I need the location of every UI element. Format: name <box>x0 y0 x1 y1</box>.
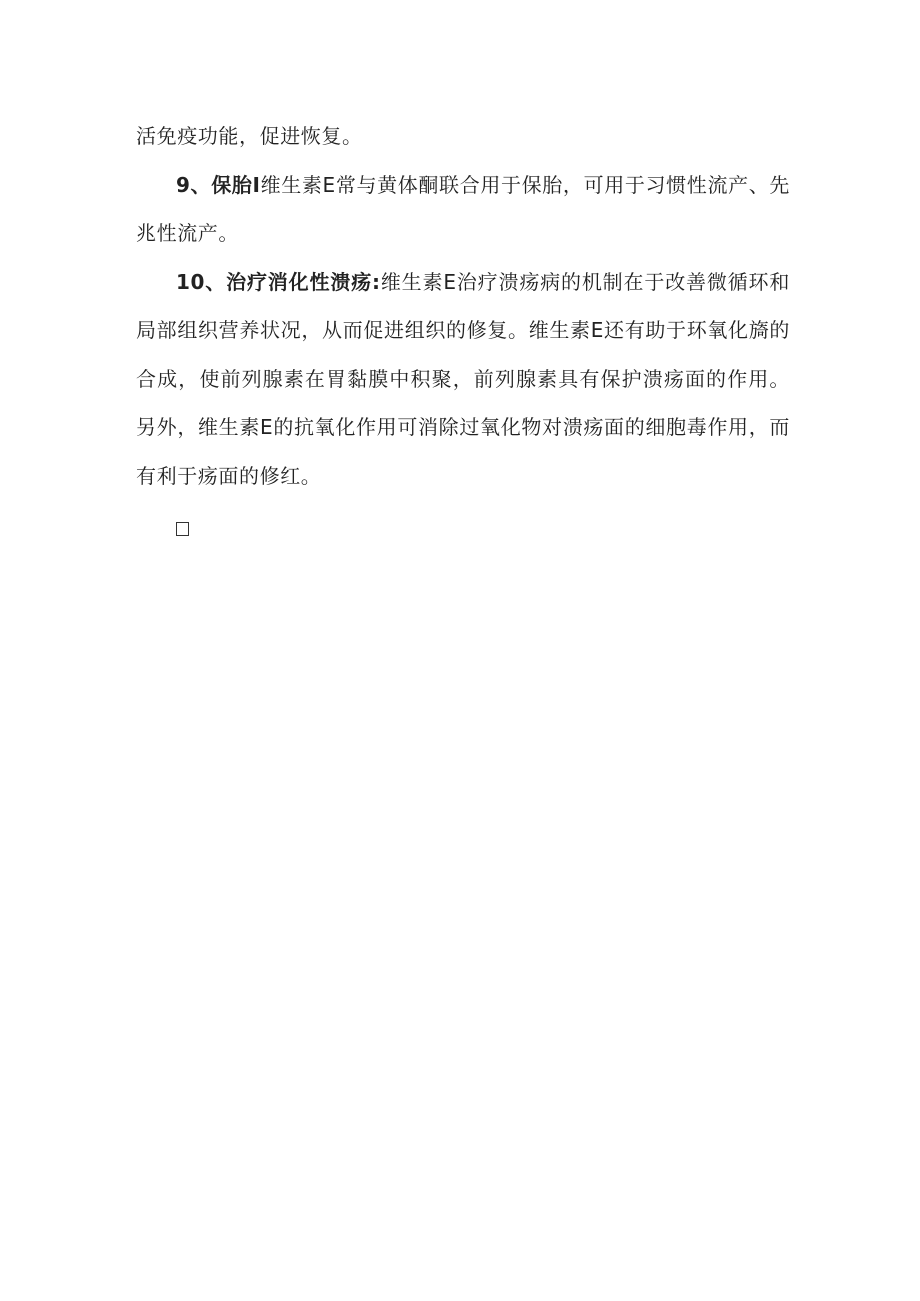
paragraph-body: 活免疫功能，促进恢复。 <box>136 124 363 148</box>
paragraph-item-10 <box>136 258 790 501</box>
paragraph-item-9 <box>136 161 790 258</box>
paragraph-continuation <box>136 112 790 161</box>
paragraph-body: 维生素E常与黄体酮联合用于保胎，可用于习惯性流产、先兆性流产。 <box>136 172 790 245</box>
empty-square-icon <box>176 522 189 536</box>
paragraph-body: 维生素E治疗溃疡病的机制在于改善微循环和局部组织营养状况，从而促进组织的修复。维生素E还有助于环氧化旖的合成，使前列腺素在胃黏膜中积聚，前列腺素具有保护溃疡面的作用。另外，维生素E的抗氧化作用可消除过氧化物对溃疡面的细胞毒作用，而有利于疡面的修红。 <box>136 269 790 488</box>
document-body <box>136 112 790 500</box>
item-heading: 9、保胎I <box>176 172 261 197</box>
item-heading: 10、治疗消化性溃疡: <box>176 269 381 294</box>
